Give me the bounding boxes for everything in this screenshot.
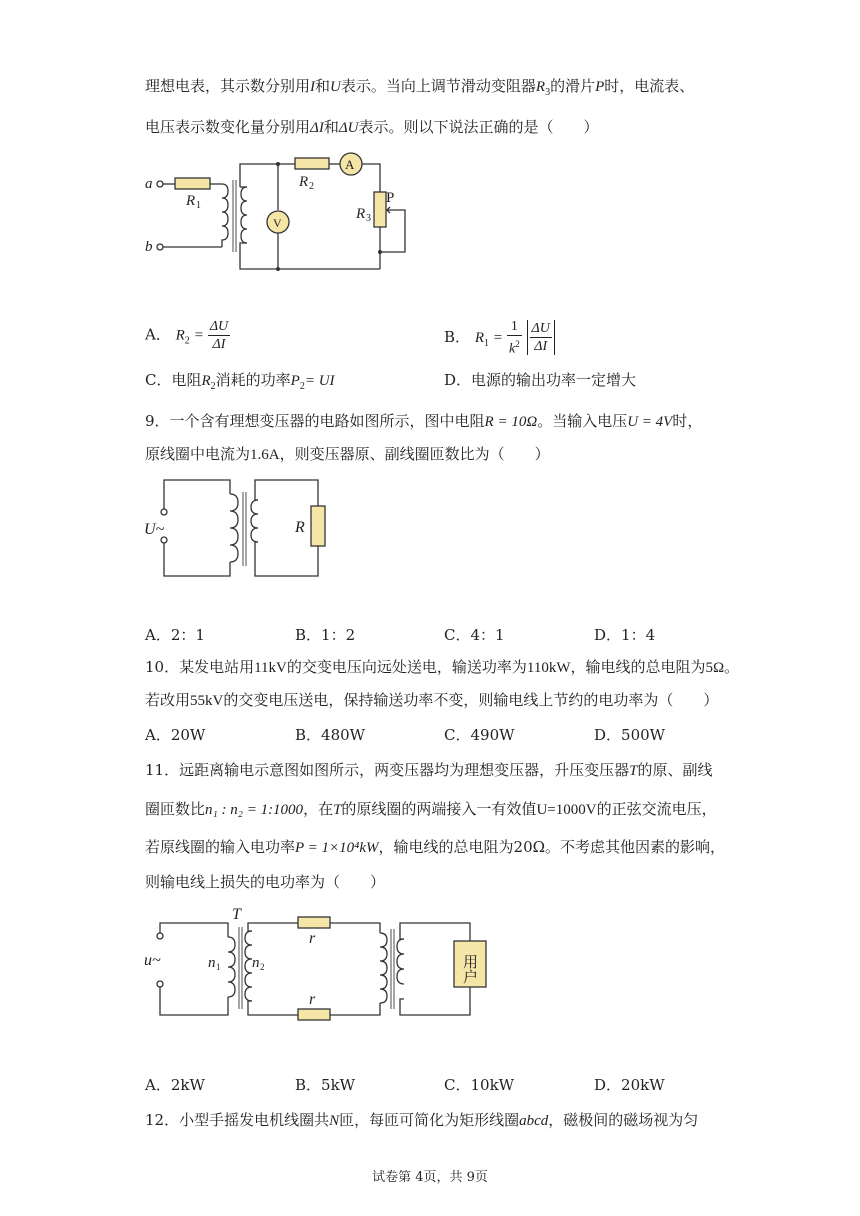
fraction-denominator: ΔI bbox=[534, 339, 548, 355]
math-T: T bbox=[629, 763, 638, 779]
fraction-numerator: ΔU bbox=[209, 319, 229, 334]
label-n2-sub: 2 bbox=[260, 962, 265, 972]
text-run: 表示。当向上调节滑动变阻器 bbox=[340, 77, 536, 95]
math-T: T bbox=[333, 802, 342, 818]
q10-text-line-2 bbox=[145, 690, 718, 711]
math-delta-I: ΔI bbox=[310, 120, 324, 136]
label-a: a bbox=[145, 176, 153, 192]
text-run: 时， bbox=[672, 412, 703, 430]
text-run: 的滑片 bbox=[550, 77, 596, 95]
math-R: R bbox=[175, 327, 185, 344]
T-primary-coil bbox=[228, 937, 235, 997]
math-turns-ratio: n₁ : n₂ = 1:1000 bbox=[205, 802, 304, 818]
label-R3: R bbox=[356, 206, 366, 222]
math-sub: 3 bbox=[545, 87, 551, 98]
fraction-denominator: ΔI bbox=[212, 337, 226, 352]
label-r-top: r bbox=[309, 930, 316, 947]
q10-option-C[interactable]: C．490W bbox=[444, 726, 515, 744]
resistor-R3 bbox=[374, 192, 386, 227]
text-run: 圈匝数比 bbox=[145, 800, 206, 818]
text-run: 11．远距离输电示意图如图所示，两变压器均为理想变压器，升压变压器 bbox=[145, 761, 630, 779]
text-run: 9．一个含有理想变压器的电路如图所示，图中电阻 bbox=[145, 412, 485, 430]
text-run: 若原线圈的输入电功率 bbox=[145, 838, 296, 856]
q11-transmission-diagram bbox=[140, 903, 500, 1028]
math-sup: 2 bbox=[515, 339, 520, 349]
terminal-b bbox=[157, 244, 163, 250]
label-R1: R bbox=[186, 193, 196, 209]
q9-text-line-1 bbox=[145, 411, 702, 432]
label-b: b bbox=[145, 239, 153, 255]
math-abcd: abcd bbox=[519, 1113, 549, 1129]
label-R3-sub: 3 bbox=[366, 213, 371, 224]
math-delta-U: ΔU bbox=[338, 120, 359, 136]
q12-text-line-1 bbox=[145, 1110, 698, 1131]
label-A: A bbox=[345, 157, 355, 172]
q11-option-B[interactable]: B．5kW bbox=[295, 1076, 356, 1094]
option-label: A． bbox=[145, 325, 171, 344]
fraction-numerator: 1 bbox=[507, 318, 522, 336]
q10-option-B[interactable]: B．480W bbox=[295, 726, 366, 744]
primary-coil bbox=[230, 494, 238, 562]
q9-option-B[interactable]: B．1：2 bbox=[295, 626, 356, 644]
text-run: 匝，每匝可简化为矩形线圈 bbox=[339, 1111, 520, 1129]
line-resistor-top bbox=[298, 917, 330, 928]
absolute-value bbox=[527, 320, 555, 355]
secondary-coil bbox=[251, 500, 258, 542]
q8-option-B[interactable]: B． $R_1$ = $\frac{1}{k^2}$ $\frac{\Delta U}{\Delta I}$ bbox=[444, 318, 555, 358]
q9-text-line-2 bbox=[145, 444, 550, 465]
math-U: U bbox=[330, 79, 341, 95]
text-run: 的正弦交流电压， bbox=[596, 800, 717, 818]
text-run: ，在 bbox=[303, 800, 334, 818]
q10-text-line-1 bbox=[145, 657, 739, 678]
math-voltage: 11kV bbox=[254, 660, 287, 676]
text-run: 理想电表，其示数分别用 bbox=[145, 77, 311, 95]
label-R1-sub: 1 bbox=[196, 200, 201, 211]
math-P: P bbox=[290, 373, 300, 389]
math-sub: 2 bbox=[299, 381, 305, 392]
math-eq: = UI bbox=[304, 373, 335, 389]
text-run: 12．小型手摇发电机线圈共 bbox=[145, 1111, 330, 1129]
resistor-R1 bbox=[175, 178, 210, 189]
label-n2: n bbox=[252, 955, 260, 971]
math-R: R bbox=[474, 329, 484, 346]
text-run: 若改用 bbox=[145, 691, 191, 709]
q11-text-line-4: 则输电线上损失的电功率为（ ） bbox=[145, 873, 386, 891]
q9-option-C[interactable]: C．4：1 bbox=[444, 626, 505, 644]
step-down-secondary-coil bbox=[397, 939, 404, 984]
math-sub: 2 bbox=[184, 335, 190, 347]
label-V: V bbox=[273, 216, 282, 230]
option-label: C．电阻 bbox=[145, 371, 202, 389]
q9-option-D[interactable]: D．1：4 bbox=[594, 626, 656, 644]
math-U: U = 4V bbox=[627, 414, 673, 430]
label-U-ac: U~ bbox=[144, 521, 165, 538]
math-R: R = 10Ω bbox=[484, 414, 538, 430]
text-run: 的交变电压向远处送电，输送功率为 bbox=[286, 658, 527, 676]
math-sub: 2 bbox=[210, 381, 216, 392]
text-run: 。当输入电压 bbox=[537, 412, 628, 430]
label-n1-sub: 1 bbox=[216, 962, 221, 972]
q11-text-line-2 bbox=[145, 799, 717, 820]
q10-option-A[interactable]: A．20W bbox=[145, 726, 206, 744]
resistor-R bbox=[311, 506, 325, 546]
label-n1: n bbox=[208, 955, 216, 971]
text-run: 10．某发电站用 bbox=[145, 658, 255, 676]
label-user: 用户 bbox=[461, 954, 479, 984]
label-r-bottom: r bbox=[309, 991, 316, 1008]
secondary-coil bbox=[241, 187, 247, 243]
q10-option-D[interactable]: D．500W bbox=[594, 726, 666, 744]
math-R3: R bbox=[535, 79, 546, 95]
label-T: T bbox=[232, 906, 241, 923]
text-run: 电压表示数变化量分别用 bbox=[145, 118, 311, 136]
q11-text-line-3 bbox=[145, 837, 725, 858]
q11-option-C[interactable]: C．10kW bbox=[444, 1076, 515, 1094]
text-run: 的原线圈的两端接入一有效值 bbox=[341, 800, 537, 818]
T-secondary-coil bbox=[245, 931, 252, 1001]
label-u-ac: u~ bbox=[144, 952, 161, 969]
text-run: ，输电线的总电阻为 bbox=[570, 658, 706, 676]
math-R: R bbox=[201, 373, 211, 389]
text-run: 的交变电压送电，保持输送功率不变，则输电线上节约的电功率为（ ） bbox=[223, 691, 719, 709]
math-I: 1.6A bbox=[250, 447, 280, 463]
line-resistor-bottom bbox=[298, 1009, 330, 1020]
text-run: 。 bbox=[724, 658, 740, 676]
math-power: P = 1×10⁴kW bbox=[295, 840, 379, 856]
math-resistance: 5Ω bbox=[705, 660, 725, 676]
q8-option-A[interactable]: A． $R_2$ = $\frac{\Delta U}{\Delta I}$ bbox=[145, 319, 229, 352]
math-I: I bbox=[310, 79, 316, 95]
q8-text-line-2 bbox=[145, 117, 599, 138]
math-N: N bbox=[329, 1113, 340, 1129]
text-run: ，磁极间的磁场视为匀 bbox=[548, 1111, 699, 1129]
label-R2-sub: 2 bbox=[309, 181, 314, 192]
terminal-a bbox=[157, 181, 163, 187]
page-footer: 试卷第 4页，共 9页 bbox=[372, 1170, 488, 1185]
q11-text-line-1 bbox=[145, 760, 712, 781]
text-run: ，输电线的总电阻为20Ω。不考虑其他因素的影响， bbox=[378, 838, 726, 856]
text-run: 原线圈中电流为 bbox=[145, 445, 251, 463]
fraction-dU-dI bbox=[208, 318, 230, 353]
text-run: ，则变压器原、副线圈匝数比为（ ） bbox=[279, 445, 550, 463]
fraction-denominator: k bbox=[509, 341, 516, 357]
text-run: 表示。则以下说法正确的是（ ） bbox=[358, 118, 599, 136]
math-power: 110kW bbox=[526, 660, 571, 676]
primary-coil bbox=[222, 184, 228, 247]
q8-circuit-diagram bbox=[140, 152, 420, 277]
math-voltage: U=1000V bbox=[536, 802, 597, 818]
fraction-1-k2 bbox=[507, 318, 522, 358]
text-run: 和 bbox=[323, 118, 339, 136]
text-run: 的原、副线 bbox=[637, 761, 713, 779]
q11-option-D[interactable]: D．20kW bbox=[594, 1076, 665, 1094]
math-P: P bbox=[595, 79, 605, 95]
text-run: 和 bbox=[315, 77, 331, 95]
math-sub: 1 bbox=[483, 337, 489, 349]
q11-option-A[interactable]: A．2kW bbox=[145, 1076, 205, 1094]
math-voltage: 55kV bbox=[190, 693, 224, 709]
text-run: 时，电流表、 bbox=[604, 77, 695, 95]
q9-option-A[interactable]: A．2：1 bbox=[145, 626, 205, 644]
q8-text-line-1 bbox=[145, 76, 694, 103]
text-run: 消耗的功率 bbox=[215, 371, 291, 389]
label-P: P bbox=[386, 190, 395, 206]
fraction-numerator: ΔU bbox=[531, 321, 550, 337]
resistor-R2 bbox=[295, 158, 329, 169]
step-down-primary-coil bbox=[380, 933, 387, 1003]
label-R: R bbox=[295, 519, 305, 536]
option-label: B． bbox=[444, 327, 471, 346]
q9-transformer-diagram bbox=[140, 474, 340, 584]
q8-option-D[interactable]: D．电源的输出功率一定增大 bbox=[444, 371, 637, 389]
label-R2: R bbox=[299, 174, 309, 190]
q8-option-C[interactable] bbox=[145, 370, 335, 397]
